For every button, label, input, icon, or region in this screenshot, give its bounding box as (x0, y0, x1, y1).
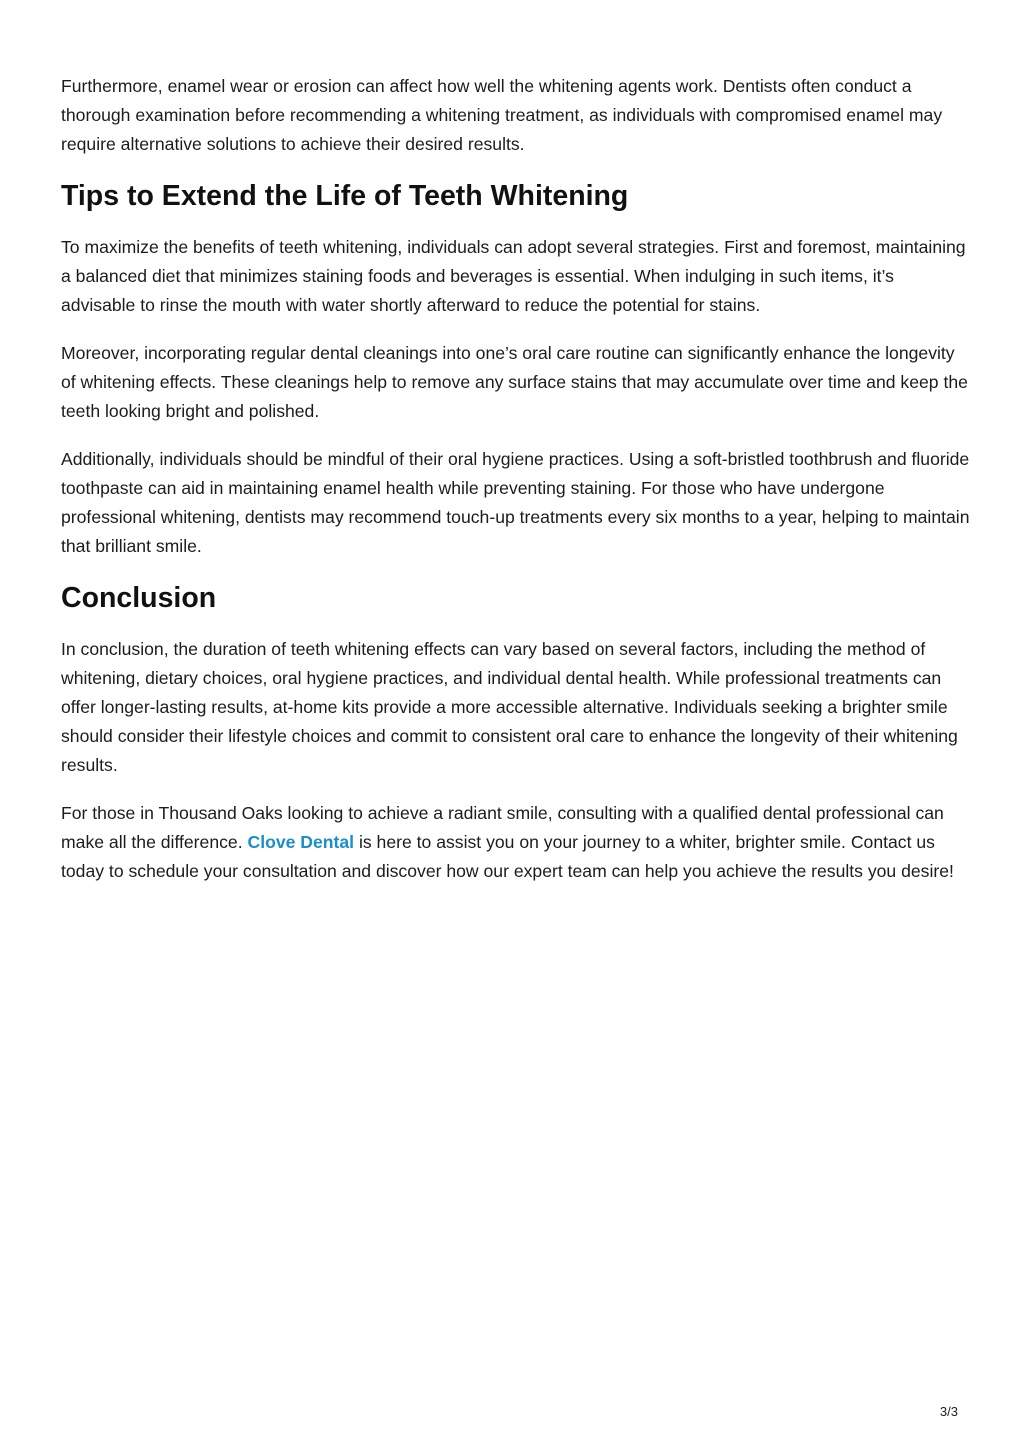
tips-paragraph-3: Additionally, individuals should be mindful of their oral hygiene practices. Using a soft-bristled toothbrush and fluoride toothpaste can aid in maintaining enamel health while preventing staining. For those who have undergone professional whitening, dentists may recommend touch-up treatments every six months to a year, helping to maintain that brilliant smile. (61, 449, 970, 556)
tips-paragraph-1: To maximize the benefits of teeth whitening, individuals can adopt several strategies. First and foremost, maintaining a balanced diet that minimizes staining foods and beverages is essential. When indulging in such items, it’s advisable to rinse the mouth with water shortly afterward to reduce the potential for stains. (61, 237, 966, 315)
conclusion-paragraph-2 (61, 799, 971, 886)
conclusion-text-before-link: For those in Thousand Oaks looking to achieve a radiant smile, consulting with a qualified dental professional can make all the difference. (61, 803, 944, 852)
document-page (61, 72, 971, 905)
conclusion-text-after-link: is here to assist you on your journey to a whiter, brighter smile. Contact us today to schedule your consultation and discover how our expert team can help you achieve the results you desire! (61, 832, 954, 881)
page-number: 3/3 (939, 1404, 958, 1419)
conclusion-heading: Conclusion (61, 582, 217, 614)
tips-heading: Tips to Extend the Life of Teeth Whitening (61, 180, 629, 212)
intro-paragraph: Furthermore, enamel wear or erosion can affect how well the whitening agents work. Dentists often conduct a thorough examination before recommending a whitening treatment, as individuals with compromised enamel may require alternative solutions to achieve their desired results. (61, 76, 943, 154)
clove-dental-link[interactable]: Clove Dental (247, 832, 355, 852)
conclusion-paragraph-1: In conclusion, the duration of teeth whitening effects can vary based on several factors, including the method of whitening, dietary choices, oral hygiene practices, and individual dental health. While professional treatments can offer longer-lasting results, at-home kits provide a more accessible alternative. Individuals seeking a brighter smile should consider their lifestyle choices and commit to consistent oral care to enhance the longevity of their whitening results. (61, 639, 958, 775)
tips-paragraph-2: Moreover, incorporating regular dental cleanings into one’s oral care routine can significantly enhance the longevity of whitening effects. These cleanings help to remove any surface stains that may accumulate over time and keep the teeth looking bright and polished. (61, 343, 968, 421)
